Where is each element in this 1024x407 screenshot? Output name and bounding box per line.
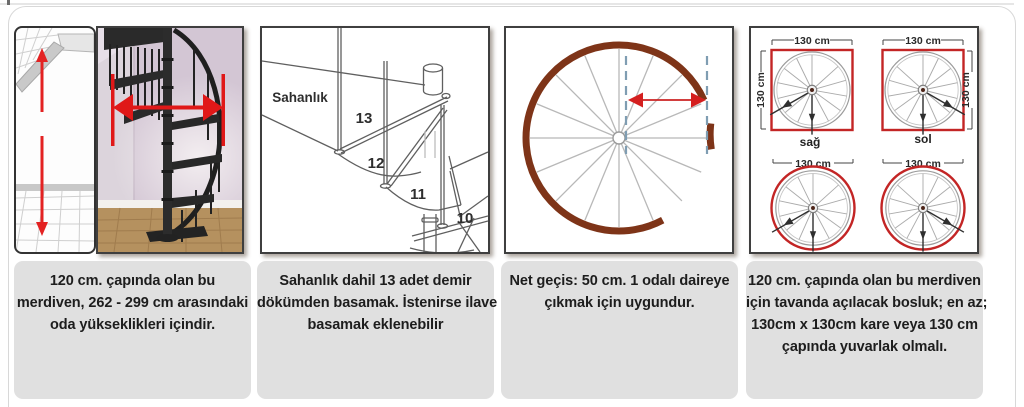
steps-diagram-illustration [262,28,488,252]
dimension-label: 130 cm [794,35,830,47]
staircase-photo [96,26,244,254]
caption-line: Sahanlık dahil 13 adet demir [279,273,472,289]
caption-line: için tavanda açılacak bosluk; en az; [746,295,988,311]
right-turn-label: sağ [799,135,821,149]
caption-line: oda yükseklikleri içindir. [49,317,216,333]
steps-drawing [260,26,490,254]
step-number-label: 13 [355,110,373,127]
dimension-label: 130 cm [905,35,941,47]
caption-line: 120 cm. çapında olan bu merdiven [748,273,981,289]
caption-height-range [14,261,251,399]
caption-line: dökümden basamak. İstenirse ilave [257,295,498,311]
caption-line: çıkmak için uygundur. [544,295,695,311]
ceiling-opening-illustration [751,28,977,252]
caption-line: 120 cm. çapında olan bu [49,273,216,289]
step-number-label: 10 [456,210,474,227]
height-range-images [14,26,244,254]
caption-line: basamak eklenebilir [307,317,444,333]
clear-passage-arrow-icon [628,93,706,108]
caption-clear-passage [501,261,738,399]
step-number-label: 12 [367,155,385,172]
dimension-label: 130 cm [905,158,941,170]
caption-ceiling-opening [746,261,988,399]
ceiling-opening-drawing [749,26,979,254]
room-height-illustration [16,28,94,252]
caption-line: çapında yuvarlak olmalı. [781,339,948,355]
product-info-card [8,6,1016,407]
plan-view-illustration [506,28,732,252]
height-arrows-icon [36,48,48,236]
top-divider-line [0,3,1014,5]
caption-line: 130cm x 130cm kare veya 130 cm [751,317,978,333]
caption-step-count [257,261,498,399]
room-height-drawing [14,26,96,254]
dimension-label: 130 cm [960,72,972,108]
step-number-label: 11 [410,186,426,203]
cropped-text-fragment [7,0,10,5]
landing-label: Sahanlık [272,90,328,105]
caption-line: merdiven, 262 - 299 cm arasındaki [16,295,249,311]
dimension-label: 130 cm [795,158,831,170]
dimension-label: 130 cm [755,72,767,108]
center-pole [613,132,625,144]
spiral-staircase-photo-illustration [98,28,242,252]
plan-view-drawing [504,26,734,254]
caption-line: Net geçis: 50 cm. 1 odalı daireye [509,273,730,289]
left-turn-label: sol [914,132,932,146]
